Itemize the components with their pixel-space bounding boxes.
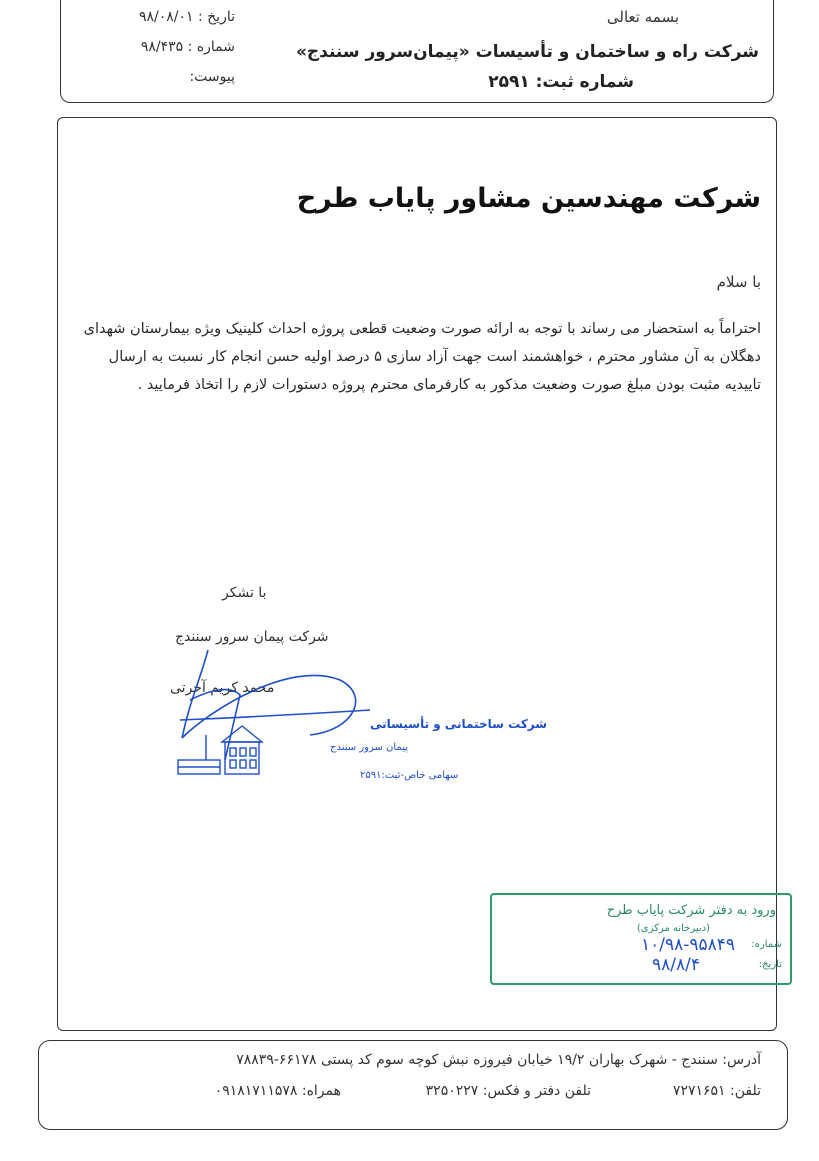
- letter-metadata: [95, 2, 235, 92]
- stamp-title: ورود به دفتر شرکت پایاب طرح: [606, 903, 776, 918]
- salutation: با سلام: [716, 273, 761, 291]
- company-seal: [170, 640, 548, 790]
- seal-building-icon: [178, 726, 262, 774]
- stamp-subtitle: (دبیرخانه مرکزی): [636, 923, 710, 934]
- signature-company: شرکت پیمان سرور سنندج: [175, 629, 329, 645]
- letter-attachment: پیوست:: [189, 69, 235, 85]
- closing-thanks: با تشکر: [222, 585, 267, 601]
- footer-phone: تلفن: ۷۲۷۱۶۵۱: [672, 1083, 761, 1099]
- footer-contacts: [121, 1083, 761, 1103]
- paragraph-line: احتراماً به استحضار می رساند با توجه به ارائه صورت وضعیت قطعی پروژه احداث کلینیک ویژه بیمارستان شهدای: [83, 321, 761, 337]
- seal-line-1: شرکت ساختمانی و تأسیساتی: [370, 717, 548, 731]
- bismillah-heading: بسمه تعالی: [606, 8, 679, 26]
- letter-date: تاریخ : ۹۸/۰۸/۰۱: [138, 9, 235, 25]
- stamp-date-value: ۹۸/۸/۴: [652, 955, 700, 975]
- stamp-number-label: شماره:: [751, 939, 782, 950]
- recipient-heading: شرکت مهندسین مشاور پایاب طرح: [296, 183, 761, 214]
- letterhead-company-name: شرکت راه و ساختمان و تأسیسات «پیمان‌سرور سنندج»: [295, 42, 759, 62]
- letter-number: شماره : ۹۸/۴۳۵: [140, 39, 235, 55]
- registration-number: شماره ثبت: ۲۵۹۱: [488, 72, 634, 92]
- paragraph-line: تاییدیه مثبت بودن مبلغ صورت وضعیت مذکور به کارفرمای محترم پروژه دستورات لازم را اتخاذ فرمایید .: [137, 377, 761, 393]
- stamp-number-value: ۱۰/۹۸-۹۵۸۴۹: [640, 935, 735, 955]
- received-stamp: [490, 893, 792, 985]
- seal-line-3: سهامی خاص-ثبت:۲۵۹۱: [360, 770, 459, 781]
- footer-office-fax: تلفن دفتر و فکس: ۳۲۵۰۲۲۷: [425, 1083, 591, 1099]
- signatory-name: محمد کریم آخرتی: [170, 680, 275, 696]
- stamp-date-label: تاریخ:: [758, 959, 782, 970]
- seal-line-2: پیمان سرور سنندج: [330, 742, 409, 753]
- footer-address: آدرس: سنندج - شهرک بهاران ۱۹/۲ خیابان فیروزه نبش کوچه سوم کد پستی ۶۶۱۷۸-۷۸۸۳۹: [236, 1052, 761, 1068]
- paragraph-line: دهگلان به آن مشاور محترم ، خواهشمند است جهت آزاد سازی ۵ درصد اولیه حسن انجام کار نسبت به ارسال: [108, 349, 761, 365]
- letter-paragraph: [71, 315, 761, 399]
- footer-mobile: همراه: ۰۹۱۸۱۷۱۱۵۷۸: [214, 1083, 341, 1099]
